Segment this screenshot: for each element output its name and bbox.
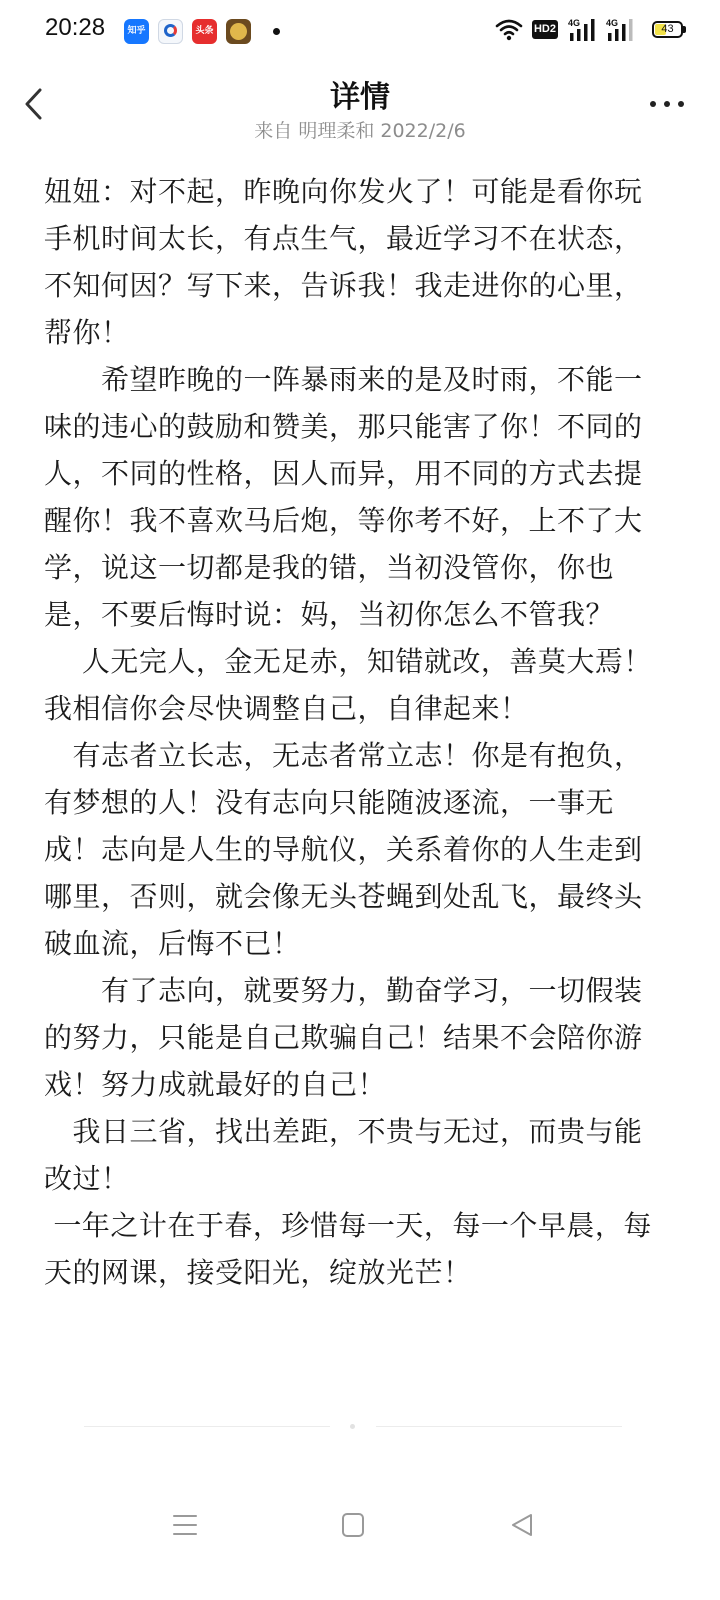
system-back-button[interactable] — [507, 1510, 537, 1540]
battery-level: 43 — [661, 23, 674, 35]
wifi-icon — [495, 17, 523, 43]
battery-icon — [652, 21, 683, 38]
page-title: 详情 — [330, 80, 390, 115]
end-divider-dot — [350, 1424, 355, 1429]
paragraph: 妞妞：对不起，昨晚向你发火了！可能是看你玩手机时间太长，有点生气，最近学习不在状态，不知何因？写下来，告诉我！我走进你的心里，帮你！ — [44, 175, 643, 349]
more-notifications-dot-icon — [273, 28, 280, 35]
more-dots-icon — [650, 101, 656, 107]
paragraph: 有了志向，就要努力，勤奋学习，一切假装的努力，只能是自己欺骗自己！结果不会陪你游戏！努力成就最好的自己！ — [44, 974, 643, 1101]
zhihu-app-icon: 知乎 — [124, 19, 149, 44]
paragraph: 我日三省，找出差距，不贵与无过，而贵与能改过！ — [44, 1115, 643, 1195]
hd-voice-icon: HD2 — [532, 20, 558, 39]
navigation-bar — [0, 1490, 720, 1560]
page-subtitle: 来自 明理柔和 2022/2/6 — [254, 120, 466, 142]
status-bar — [0, 0, 720, 62]
home-square-icon — [343, 1514, 363, 1536]
toutiao-app-icon: 头条 — [192, 19, 217, 44]
home-button[interactable] — [338, 1510, 368, 1540]
signal-4g-icon — [568, 17, 600, 43]
article-body — [44, 168, 656, 1296]
paragraph: 希望昨晚的一阵暴雨来的是及时雨，不能一味的违心的鼓励和赞美，那只能害了你！不同的人，不同的性格，因人而异，用不同的方式去提醒你！我不喜欢马后炮，等你考不好，上不了大学，说这一切都是我的错，当初没管你，你也是，不要后悔时说：妈，当初你怎么不管我？ — [44, 363, 643, 631]
back-triangle-icon — [513, 1515, 531, 1535]
menu-icon — [174, 1516, 196, 1534]
game-app-icon — [226, 19, 251, 44]
more-button[interactable] — [650, 98, 684, 110]
paragraph: 一年之计在于春，珍惜每一天，每一个早晨，每天的网课，接受阳光，绽放光芒！ — [44, 1209, 652, 1289]
signal-4g-icon-2 — [606, 17, 638, 43]
network-label-2: 4G — [606, 18, 619, 28]
header — [0, 62, 720, 152]
paragraph: 有志者立长志，无志者常立志！你是有抱负，有梦想的人！没有志向只能随波逐流，一事无成！志向是人生的导航仪，关系着你的人生走到哪里，否则，就会像无头苍蝇到处乱飞，最终头破血流，后悔不已！ — [44, 739, 643, 960]
menu-button[interactable] — [170, 1510, 200, 1540]
end-divider-right — [376, 1426, 622, 1427]
network-label: 4G — [568, 18, 581, 28]
status-time: 20:28 — [45, 14, 106, 41]
paragraph: 人无完人，金无足赤，知错就改，善莫大焉！我相信你会尽快调整自己，自律起来！ — [44, 645, 652, 725]
end-divider-left — [84, 1426, 330, 1427]
cctv-app-icon — [158, 19, 183, 44]
